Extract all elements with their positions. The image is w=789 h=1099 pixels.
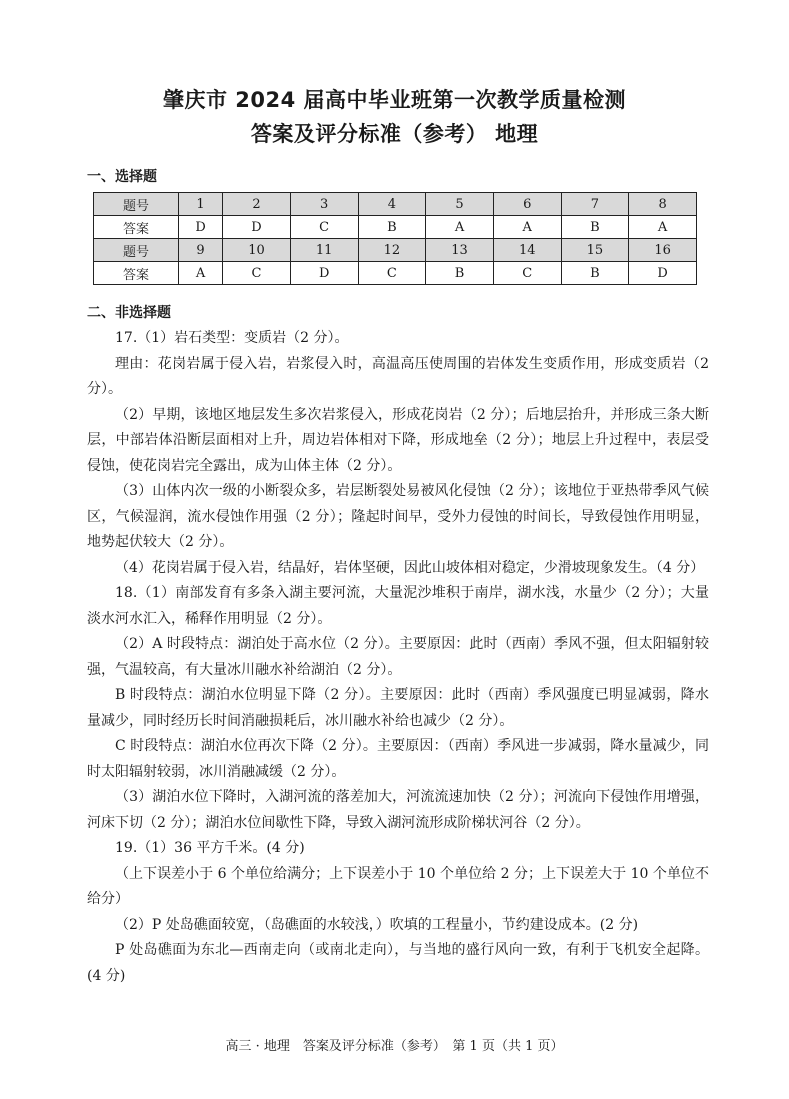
table-cell: B	[561, 216, 629, 239]
answer-paragraph: 17.（1）岩石类型：变质岩（2 分）。	[115, 330, 349, 346]
answer-paragraph: （上下误差小于 6 个单位给满分；上下误差小于 10 个单位给 2 分；上下误差大于 10 个单位不给分）	[87, 865, 709, 907]
table-cell: B	[358, 216, 426, 239]
table-cell: 答案	[94, 262, 179, 285]
page-footer: 高三 · 地理 答案及评分标准（参考） 第 1 页（共 1 页）	[225, 1039, 564, 1054]
table-cell: D	[290, 262, 358, 285]
answer-paragraph: 18.（1）南部发育有多条入湖主要河流，大量泥沙堆积于南岸，湖水浅，水量少（2 分）；大量淡水河水汇入，稀释作用明显（2 分）。	[87, 585, 709, 627]
answer-paragraph: 理由：花岗岩属于侵入岩，岩浆侵入时，高温高压使周围的岩体发生变质作用，形成变质岩（2 分）。	[87, 355, 709, 397]
table-cell: 题号	[94, 239, 179, 262]
table-cell: C	[358, 262, 426, 285]
answer-paragraph: （3）山体内次一级的小断裂众多，岩层断裂处易被风化侵蚀（2 分）；该地位于亚热带季风气候区，气候湿润，流水侵蚀作用强（2 分）；隆起时间早，受外力侵蚀的时间长，导致侵蚀作用明显，地势起伏较大（2 分）。	[87, 483, 709, 550]
table-cell: A	[179, 262, 223, 285]
table-cell: 题号	[94, 193, 179, 216]
section-heading-choice: 一、选择题	[87, 169, 157, 185]
table-cell: 8	[629, 193, 697, 216]
section-heading-non-choice: 二、非选择题	[87, 305, 171, 321]
table-cell: 答案	[94, 216, 179, 239]
table-cell: C	[493, 262, 561, 285]
table-cell: A	[629, 216, 697, 239]
answer-table	[93, 192, 697, 285]
table-cell: B	[561, 262, 629, 285]
table-cell: 10	[223, 239, 291, 262]
table-cell: 13	[426, 239, 494, 262]
answer-paragraph: P 处岛礁面为东北—西南走向（或南北走向），与当地的盛行风向一致，有利于飞机安全起降。(4 分)	[87, 942, 709, 984]
answer-paragraph: C 时段特点：湖泊水位再次下降（2 分）。主要原因：（西南）季风进一步减弱，降水量减少，同时太阳辐射较弱，冰川消融减缓（2 分）。	[87, 738, 709, 780]
table-cell: 1	[179, 193, 223, 216]
document-title: 肇庆市 2024 届高中毕业班第一次教学质量检测	[162, 88, 627, 112]
answer-body	[87, 326, 709, 989]
table-cell: 9	[179, 239, 223, 262]
answer-paragraph: （2）P 处岛礁面较宽，（岛礁面的水较浅，）吹填的工程量小，节约建设成本。(2 分)	[115, 916, 639, 933]
table-cell: A	[493, 216, 561, 239]
table-row	[94, 216, 697, 239]
table-cell: B	[426, 262, 494, 285]
table-cell: 4	[358, 193, 426, 216]
answer-paragraph: 19.（1）36 平方千米。(4 分)	[115, 840, 305, 856]
table-cell: 12	[358, 239, 426, 262]
table-cell: 2	[223, 193, 291, 216]
answer-paragraph: （3）湖泊水位下降时，入湖河流的落差加大，河流流速加快（2 分）；河流向下侵蚀作用增强，河床下切（2 分）；湖泊水位间歇性下降，导致入湖河流形成阶梯状河谷（2 分）。	[87, 789, 709, 831]
table-row	[94, 239, 697, 262]
answer-paragraph: （2）A 时段特点：湖泊处于高水位（2 分）。主要原因：此时（西南）季风不强，但太阳辐射较强，气温较高，有大量冰川融水补给湖泊（2 分）。	[87, 636, 709, 678]
table-cell: 16	[629, 239, 697, 262]
table-cell: 15	[561, 239, 629, 262]
table-cell: 11	[290, 239, 358, 262]
table-row	[94, 193, 697, 216]
table-cell: 7	[561, 193, 629, 216]
answer-paragraph: （4）花岗岩属于侵入岩，结晶好，岩体坚硬，因此山坡体相对稳定，少滑坡现象发生。（4 分）	[115, 559, 705, 576]
table-cell: D	[223, 216, 291, 239]
table-cell: 14	[493, 239, 561, 262]
table-cell: C	[223, 262, 291, 285]
table-cell: 5	[426, 193, 494, 216]
table-cell: C	[290, 216, 358, 239]
answer-paragraph: B 时段特点：湖泊水位明显下降（2 分）。主要原因：此时（西南）季风强度已明显减弱，降水量减少，同时经历长时间消融损耗后，冰川融水补给也减少（2 分）。	[87, 687, 709, 729]
document-subtitle: 答案及评分标准（参考） 地理	[250, 122, 539, 146]
table-cell: D	[629, 262, 697, 285]
table-cell: 3	[290, 193, 358, 216]
answer-paragraph: （2）早期，该地区地层发生多次岩浆侵入，形成花岗岩（2 分）；后地层抬升，并形成三条大断层，中部岩体沿断层面相对上升，周边岩体相对下降，形成地垒（2 分）；地层上升过程中，表层受侵蚀，使花岗岩完全露出，成为山体主体（2 分）。	[87, 406, 709, 474]
table-cell: A	[426, 216, 494, 239]
table-cell: D	[179, 216, 223, 239]
table-cell: 6	[493, 193, 561, 216]
table-row	[94, 262, 697, 285]
